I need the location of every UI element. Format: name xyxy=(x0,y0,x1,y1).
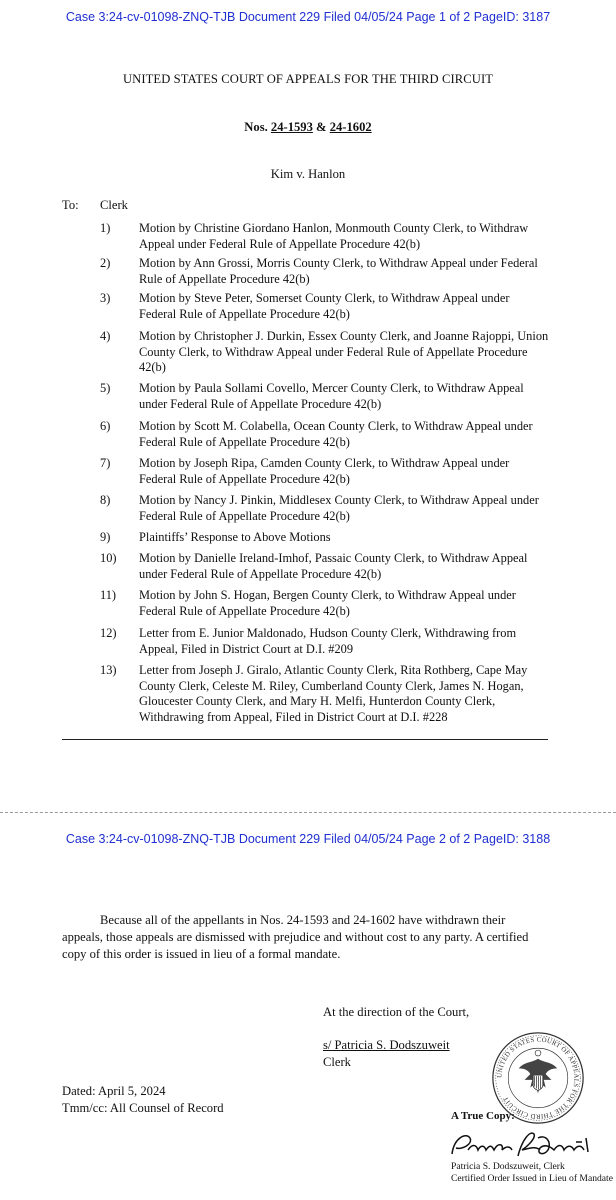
dated-block xyxy=(62,1083,224,1116)
cc-line: Tmm/cc: All Counsel of Record xyxy=(62,1100,224,1115)
horizontal-rule xyxy=(62,739,548,740)
item-number: 6) xyxy=(100,419,111,433)
item-number: 3) xyxy=(100,291,111,305)
item-number: 13) xyxy=(100,663,117,677)
court-title: UNITED STATES COURT OF APPEALS FOR THE THIRD CIRCUIT xyxy=(122,72,494,86)
case-number-amp: & xyxy=(316,120,327,134)
item-number: 4) xyxy=(100,329,111,343)
item-text: Letter from Joseph J. Giralo, Atlantic County Clerk, Rita Rothberg, Cape May County Clerk, Celeste M. Riley, Cumberland County Clerk, James N. Hogan, Gloucester County Clerk, and Mary H. Melfi, Hunterdon County Clerk, Withdrawing from Appeal, Filed in District Court at D.I. #228 xyxy=(139,663,528,724)
filing-header-page-2: Case 3:24-cv-01098-ZNQ-TJB Document 229 Filed 04/05/24 Page 2 of 2 PageID: 3188 xyxy=(65,832,551,846)
item-text: Motion by Scott M. Colabella, Ocean County Clerk, to Withdraw Appeal under Federal Rule of Appellate Procedure 42(b) xyxy=(139,419,533,449)
cert-note: Certified Order Issued in Lieu of Mandate xyxy=(451,1173,613,1184)
page-separator xyxy=(0,812,616,813)
item-number: 9) xyxy=(100,530,111,544)
item-number: 12) xyxy=(100,626,117,640)
item-number: 2) xyxy=(100,256,111,270)
case-number-1: 24-1593 xyxy=(270,120,313,134)
true-copy-label: A True Copy: xyxy=(451,1110,515,1122)
item-number: 7) xyxy=(100,456,111,470)
filing-header-page-1: Case 3:24-cv-01098-ZNQ-TJB Document 229 Filed 04/05/24 Page 1 of 2 PageID: 3187 xyxy=(65,10,551,24)
dated-line: Dated: April 5, 2024 xyxy=(62,1084,166,1098)
to-label: To: xyxy=(62,198,79,212)
item-number: 11) xyxy=(100,588,117,602)
item-text: Motion by Ann Grossi, Morris County Clerk, to Withdraw Appeal under Federal Rule of Appellate Procedure 42(b) xyxy=(139,256,538,286)
item-number: 10) xyxy=(100,551,117,565)
item-text: Motion by John S. Hogan, Bergen County Clerk, to Withdraw Appeal under Federal Rule of Appellate Procedure 42(b) xyxy=(139,588,516,618)
handwritten-signature-icon xyxy=(448,1124,598,1164)
clerk-title: Clerk xyxy=(323,1054,351,1069)
item-text: Letter from E. Junior Maldonado, Hudson County Clerk, Withdrawing from Appeal, Filed in District Court at D.I. #209 xyxy=(139,626,517,656)
item-number: 8) xyxy=(100,493,111,507)
case-number-2: 24-1602 xyxy=(329,120,372,134)
item-text: Motion by Paula Sollami Covello, Mercer County Clerk, to Withdraw Appeal under Federal Rule of Appellate Procedure 42(b) xyxy=(139,381,524,411)
seal-text: UNITED STATES COURT OF APPEALS FOR THE THIRD CIRCUIT xyxy=(496,1036,580,1120)
item-text: Motion by Joseph Ripa, Camden County Clerk, to Withdraw Appeal under Federal Rule of Appellate Procedure 42(b) xyxy=(139,456,510,486)
item-number: 1) xyxy=(100,221,111,235)
item-text: Motion by Christopher J. Durkin, Essex County Clerk, and Joanne Rajoppi, Union County Clerk, to Withdraw Appeal under Federal Rule of Appellate Procedure 42(b) xyxy=(139,329,549,374)
case-numbers xyxy=(0,120,616,135)
certification-block xyxy=(451,1161,613,1185)
to-recipient: Clerk xyxy=(100,198,128,212)
clerk-signature: s/ Patricia S. Dodszuweit xyxy=(323,1038,450,1052)
item-text: Motion by Christine Giordano Hanlon, Monmouth County Clerk, to Withdraw Appeal under Federal Rule of Appellate Procedure 42(b) xyxy=(139,221,529,251)
signature-block xyxy=(323,1037,450,1070)
nos-prefix: Nos. xyxy=(244,120,268,134)
item-text: Motion by Nancy J. Pinkin, Middlesex County Clerk, to Withdraw Appeal under Federal Rule of Appellate Procedure 42(b) xyxy=(139,493,539,523)
item-number: 5) xyxy=(100,381,111,395)
item-text: Plaintiffs’ Response to Above Motions xyxy=(139,530,331,544)
direction-line: At the direction of the Court, xyxy=(323,1005,470,1019)
item-text: Motion by Danielle Ireland-Imhof, Passaic County Clerk, to Withdraw Appeal under Federal Rule of Appellate Procedure 42(b) xyxy=(139,551,528,581)
item-text: Motion by Steve Peter, Somerset County Clerk, to Withdraw Appeal under Federal Rule of Appellate Procedure 42(b) xyxy=(139,291,510,321)
case-caption: Kim v. Hanlon xyxy=(270,167,346,181)
cert-name: Patricia S. Dodszuweit, Clerk xyxy=(451,1161,565,1172)
order-paragraph: Because all of the appellants in Nos. 24-1593 and 24-1602 have withdrawn their appeals, those appeals are dismissed with prejudice and without cost to any party. A certified copy of this order is issued in lieu of a formal mandate. xyxy=(62,913,529,961)
